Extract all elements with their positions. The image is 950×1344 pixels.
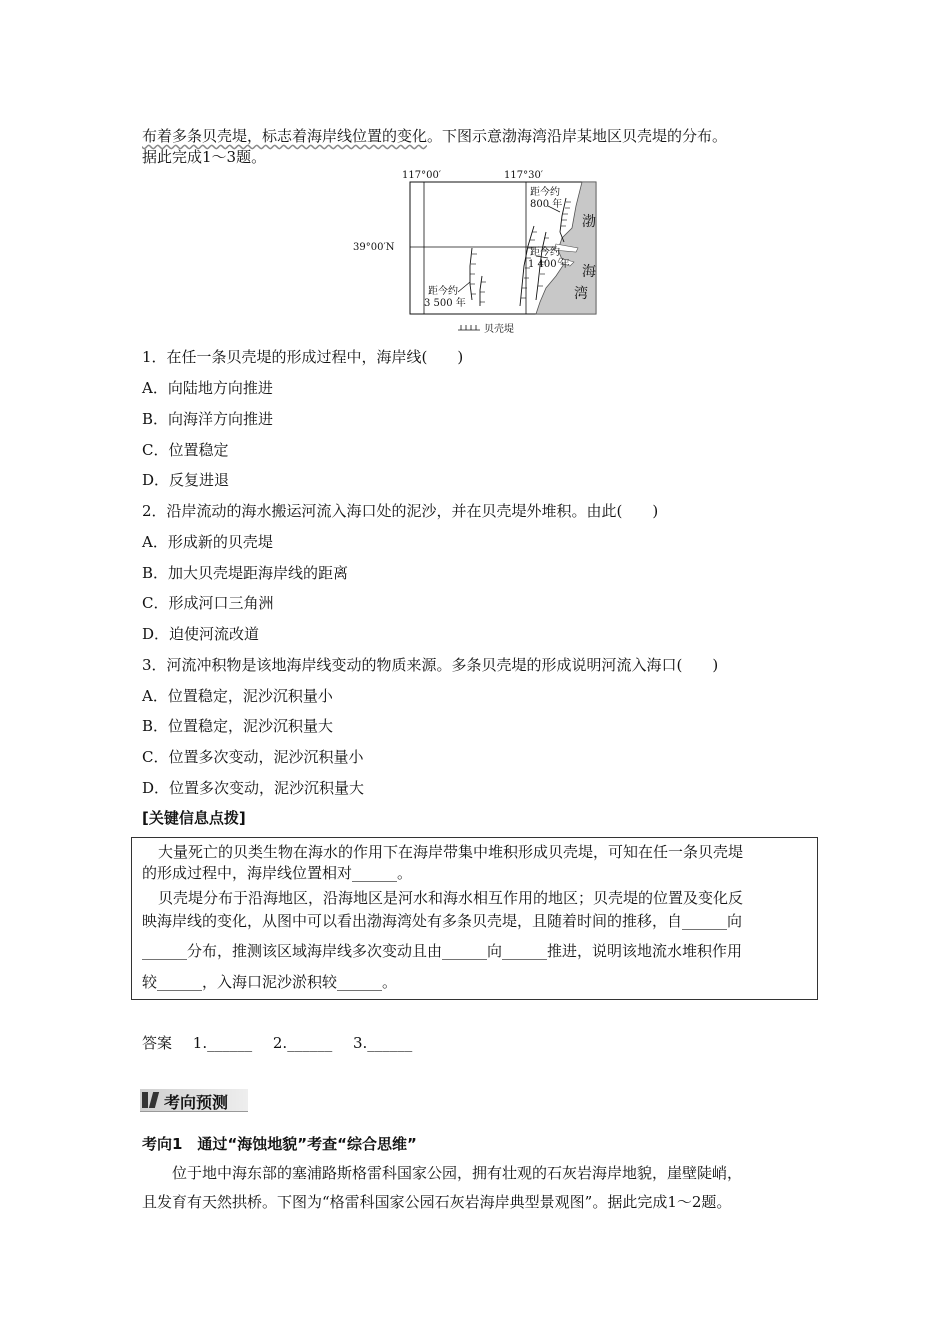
label-1400-a: 距今约 <box>530 247 560 258</box>
forecast-para-line1: 位于地中海东部的塞浦路斯格雷科国家公园，拥有壮观的石灰岩海岸地貌，崖壁陡峭， <box>172 1164 743 1182</box>
ridge-3500-b <box>480 276 482 306</box>
label-3500-b: 3 500 年 <box>424 298 466 309</box>
lat-label: 39°00′N <box>353 242 395 253</box>
hint-p2-line3: ______分布，推测该区域海岸线多次变动且由______向______推进，说明该地流水堆积作用 <box>142 942 743 960</box>
q1-option-d: D．反复进退 <box>142 471 230 489</box>
forecast-subtitle: 考向1 通过“海蚀地貌”考查“综合思维” <box>142 1135 417 1153</box>
q2-option-b: B．加大贝壳堤距海岸线的距离 <box>142 564 349 582</box>
q1-option-c: C．位置稳定 <box>142 441 229 459</box>
shell-ridge-map <box>350 166 610 338</box>
answer-3: 3.______ <box>352 1034 413 1052</box>
q1-stem: 1．在任一条贝壳堤的形成过程中，海岸线( ) <box>142 348 464 366</box>
bay-label-3: 湾 <box>574 286 588 302</box>
label-1400-b: 1 400 年 <box>528 259 570 270</box>
bay-label-2: 海 <box>582 264 596 280</box>
answer-1: 1.______ <box>192 1034 253 1052</box>
hint-p2-line1: 贝壳堤分布于沿海地区，沿海地区是河水和海水相互作用的地区；贝壳堤的位置及变化反 <box>158 889 744 907</box>
hint-label: [关键信息点拨] <box>142 809 246 827</box>
intro-emphasis: 布着多条贝壳堤，标志着海岸线位置的变化 <box>142 127 428 145</box>
q2-stem: 2．沿岸流动的海水搬运河流入海口处的泥沙，并在贝壳堤外堆积。由此( ) <box>142 502 659 520</box>
q2-option-c: C．形成河口三角洲 <box>142 594 274 612</box>
header-mark-icon <box>142 1092 148 1108</box>
legend-label: 贝壳堤 <box>484 324 514 335</box>
hint-p1-line2: 的形成过程中，海岸线位置相对______。 <box>142 864 413 882</box>
q2-option-a: A．形成新的贝壳堤 <box>142 533 273 551</box>
lon-label-2: 117°30′ <box>504 170 544 181</box>
q1-option-a: A．向陆地方向推进 <box>142 379 273 397</box>
answer-2: 2.______ <box>272 1034 333 1052</box>
intro-line-1 <box>142 126 727 146</box>
q3-option-d: D．位置多次变动，泥沙沉积量大 <box>142 779 365 797</box>
forecast-header <box>140 1089 248 1112</box>
answer-label: 答案 <box>142 1034 173 1052</box>
header-mark-icon-2 <box>149 1092 159 1108</box>
forecast-para-line2: 且发育有天然拱桥。下图为“格雷科国家公园石灰岩海岸典型景观图”。据此完成1～2题。 <box>142 1193 732 1211</box>
q3-option-a: A．位置稳定，泥沙沉积量小 <box>142 687 333 705</box>
label-800-a: 距今约 <box>530 187 560 198</box>
q2-option-d: D．迫使河流改道 <box>142 625 260 643</box>
label-3500-a: 距今约 <box>428 286 458 297</box>
intro-rest: 。下图示意渤海湾沿岸某地区贝壳堤的分布。 <box>427 127 728 145</box>
bay-label-1: 渤 <box>582 214 596 230</box>
hint-p1-line1: 大量死亡的贝类生物在海水的作用下在海岸带集中堆积形成贝壳堤，可知在任一条贝壳堤 <box>158 843 744 861</box>
lon-label-1: 117°00′ <box>402 170 442 181</box>
hint-p2-line2: 映海岸线的变化，从图中可以看出渤海湾处有多条贝壳堤，且随着时间的推移，自______向 <box>142 912 743 930</box>
forecast-title: 考向预测 <box>164 1093 229 1112</box>
q3-stem: 3．河流冲积物是该地海岸线变动的物质来源。多条贝壳堤的形成说明河流入海口( ) <box>142 656 719 674</box>
answer-line <box>142 1033 428 1053</box>
hint-box <box>131 837 818 1000</box>
hint-p2-line4: 较______，入海口泥沙淤积较______。 <box>142 973 398 991</box>
q3-option-c: C．位置多次变动，泥沙沉积量小 <box>142 748 364 766</box>
legend-symbol <box>458 325 480 330</box>
q1-option-b: B．向海洋方向推进 <box>142 410 274 428</box>
q3-option-b: B．位置稳定，泥沙沉积量大 <box>142 717 334 735</box>
label-800-b: 800 年 <box>530 199 563 210</box>
intro-line-2: 据此完成1～3题。 <box>142 148 267 166</box>
